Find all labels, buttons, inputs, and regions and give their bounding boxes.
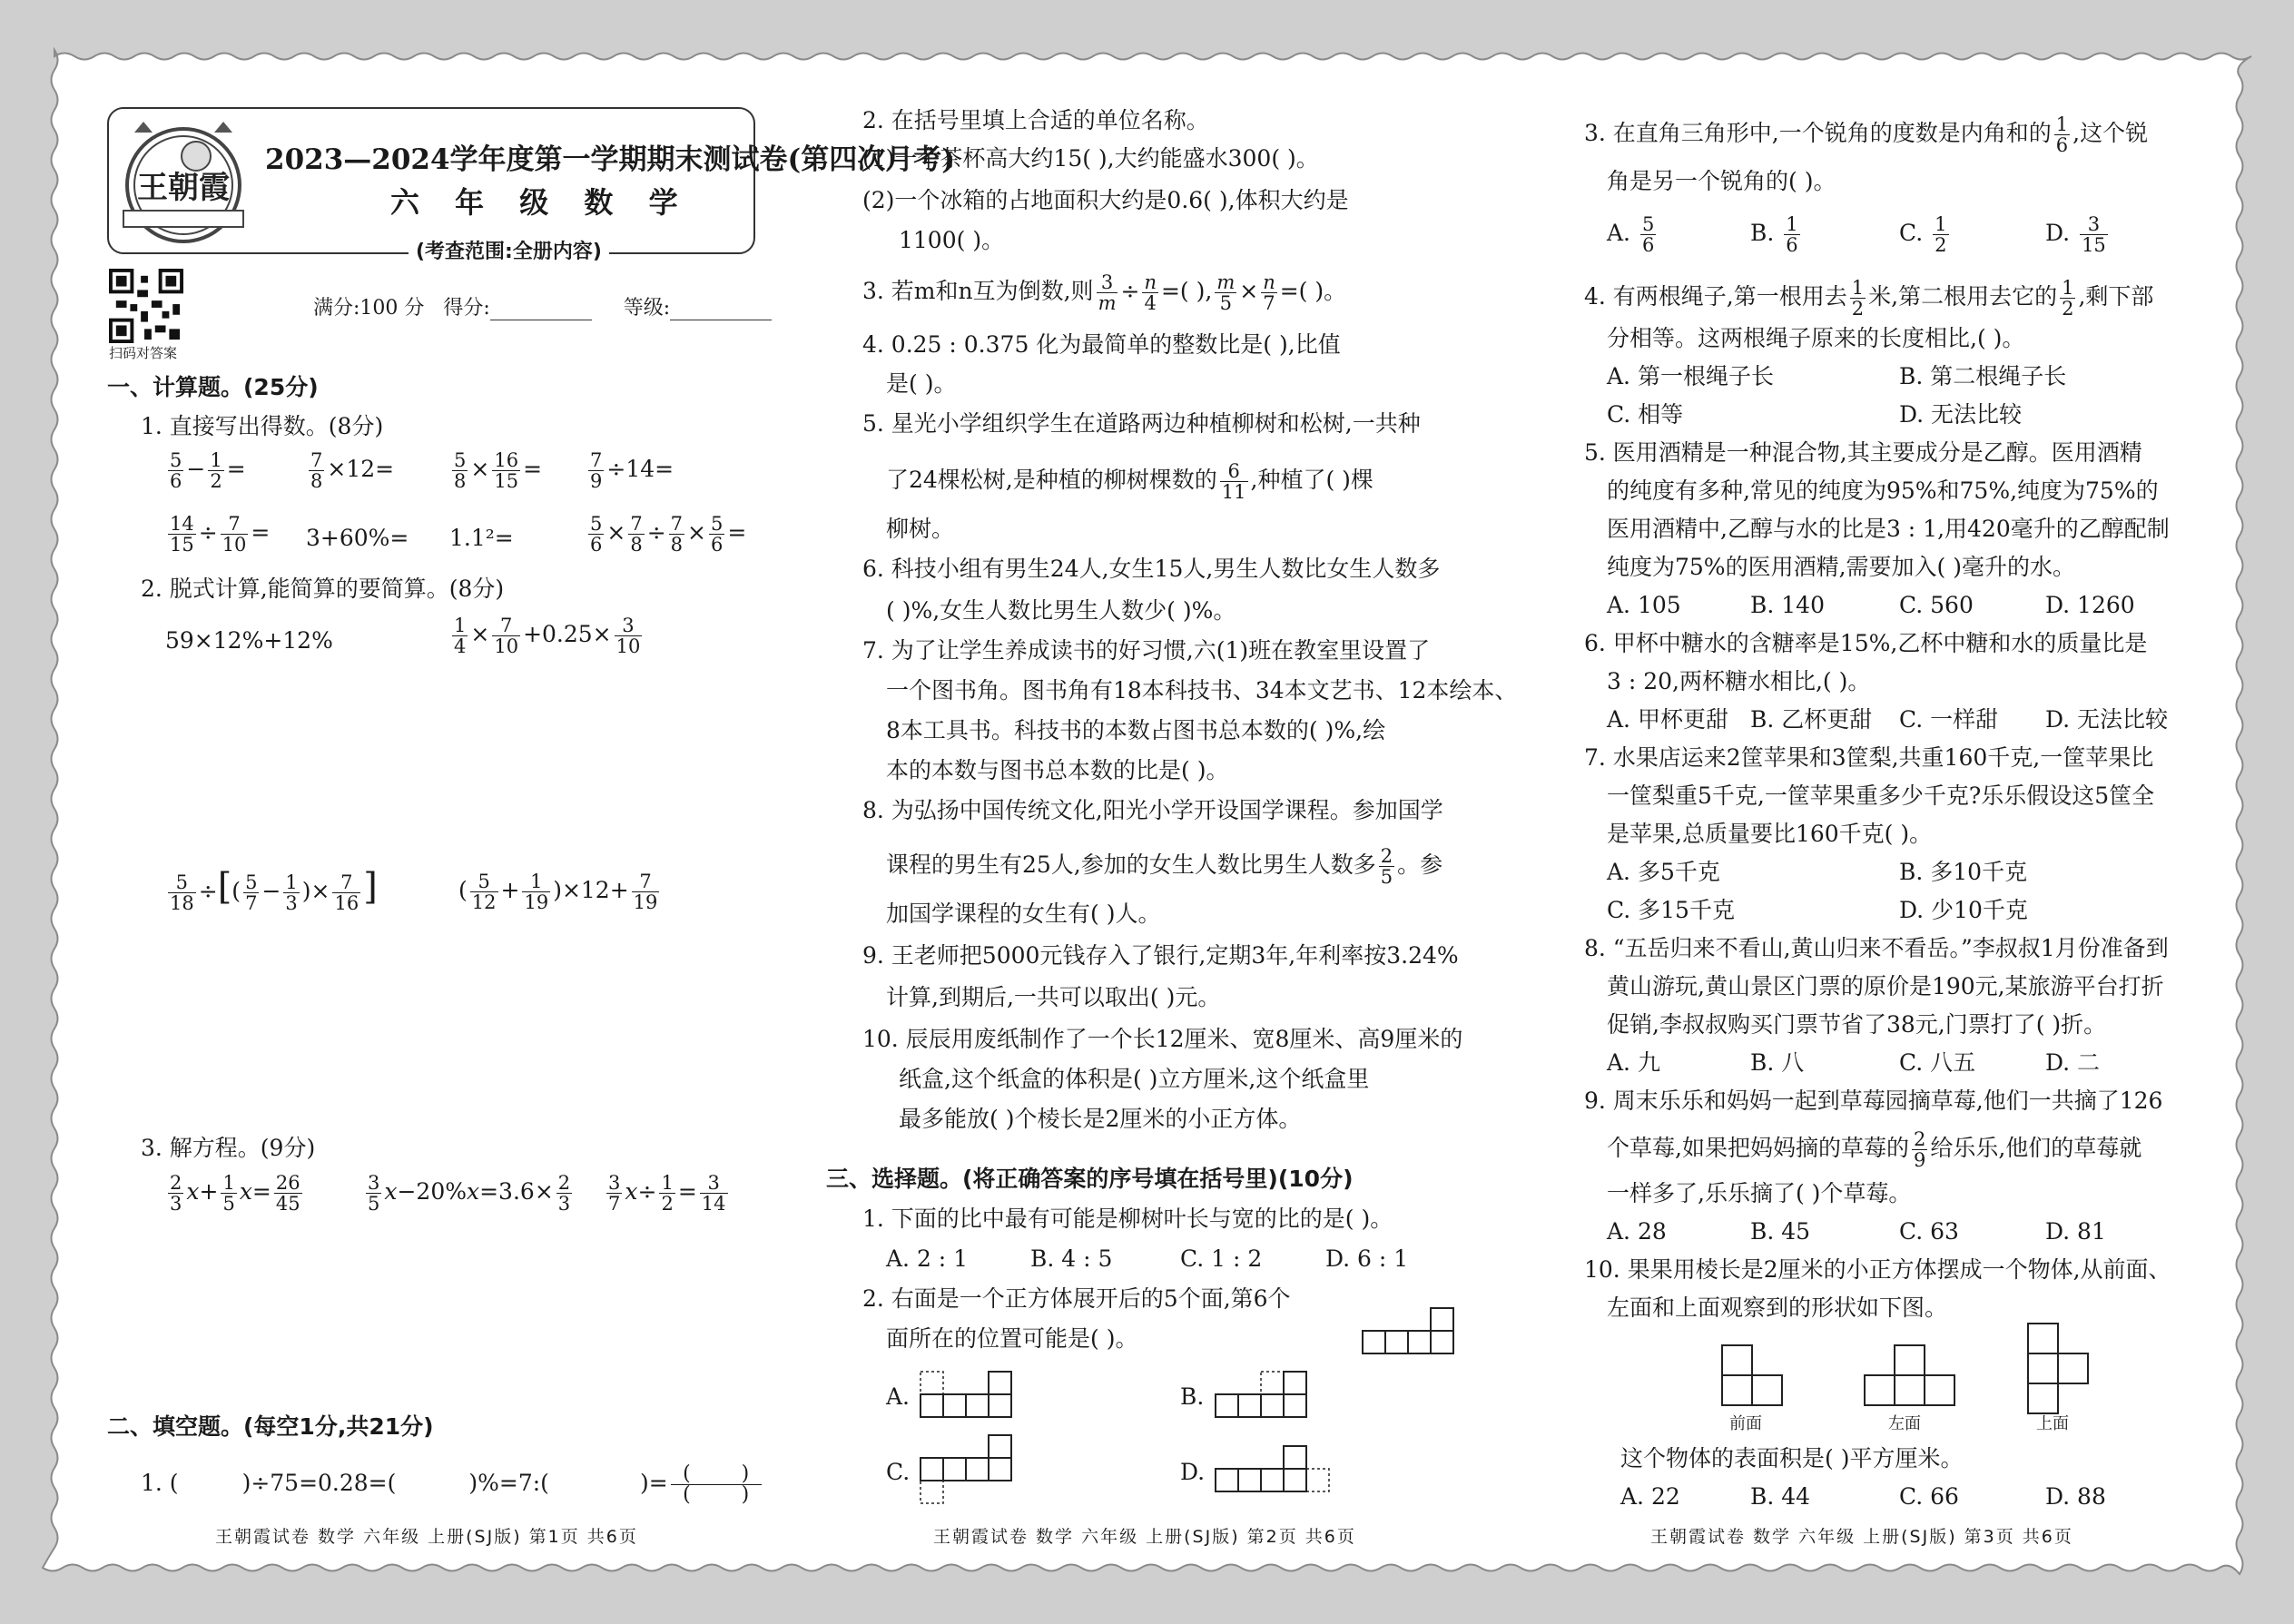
- exam-title: 2023—2024学年度第一学期期末测试卷(第四次月考): [265, 143, 955, 176]
- fill-8: 8. 为弘扬中国传统文化,阳光小学开设国学课程。参加国学: [862, 797, 1443, 823]
- q1-2-heading: 2. 脱式计算,能简算的要简算。(8分): [141, 576, 505, 602]
- fill-4: 4. 0.25 : 0.375 化为最简单的整数比是( ),比值: [862, 331, 1341, 358]
- calc-row-2c: 1.1²=: [449, 525, 514, 551]
- choice-4: 4. 有两根绳子,第一根用去 $\frac{1}{2}$ 米,第二根用去它的 $\frac{1}{2}$ ,剩下部: [1584, 277, 2154, 320]
- exam-subtitle: 六 年 级 数 学: [390, 185, 691, 220]
- choice-6-line-2: 3 : 20,两杯糖水相比,( )。: [1607, 668, 1871, 694]
- choice-6-line-1: 6. 甲杯中糖水的含糖率是15%,乙杯中糖和水的质量比是: [1584, 630, 2148, 656]
- footer-page-2: 王朝霞试卷 数学 六年级 上册(SJ版) 第2页 共6页: [933, 1527, 1356, 1547]
- fill-8b: 课程的男生有25人,参加的女生人数比男生人数多 $\frac{2}{5}$ 。参: [886, 845, 1443, 888]
- view-label-front: 前面: [1729, 1414, 1762, 1433]
- option-a-net: [919, 1369, 1015, 1420]
- fill-7b: 一个图书角。图书角有18本科技书、34本文艺书、12本绘本、: [886, 677, 1518, 704]
- fill-6b: ( )%,女生人数比男生人数少( )%。: [886, 597, 1236, 624]
- choice-2-opt-c[interactable]: C.: [886, 1459, 911, 1485]
- section-2-heading: 二、填空题。(每空1分,共21分): [107, 1413, 434, 1440]
- choice-2-opt-a[interactable]: A.: [886, 1383, 911, 1410]
- choice-9-opt-d[interactable]: D. 81: [2045, 1218, 2106, 1245]
- choice-7-opt-d[interactable]: D. 少10千克: [1899, 897, 2028, 923]
- q1-1-heading: 1. 直接写出得数。(8分): [141, 413, 384, 439]
- choice-3-opt-b[interactable]: B. $\frac{1}{6}$: [1750, 213, 1798, 256]
- calc-row-1: $\frac{5}{6}$ − $\frac{1}{2}$ =: [170, 449, 246, 492]
- choice-6-opt-b[interactable]: B. 乙杯更甜: [1750, 706, 1873, 733]
- choice-4-opt-c[interactable]: C. 相等: [1607, 401, 1684, 428]
- view-label-left: 左面: [1888, 1414, 1921, 1433]
- fill-10b: 纸盒,这个纸盒的体积是( )立方厘米,这个纸盒里: [899, 1066, 1370, 1092]
- choice-2b: 面所在的位置可能是( )。: [886, 1325, 1138, 1352]
- choice-10-opt-b[interactable]: B. 44: [1750, 1483, 1811, 1510]
- left-view-figure: [1863, 1343, 1957, 1409]
- expr-4: ( $\frac{5}{12}$ + $\frac{1}{19}$ )×12+ $\frac{7}{19}$: [458, 871, 658, 913]
- grade-label: 等级:: [623, 297, 671, 320]
- qr-code-icon: [109, 269, 183, 343]
- score-label: 得分:: [443, 297, 490, 320]
- fill-5: 5. 星光小学组织学生在道路两边种植柳树和松树,一共种: [862, 410, 1421, 437]
- fill-9: 9. 王老师把5000元钱存入了银行,定期3年,年利率按3.24%: [862, 942, 1459, 969]
- choice-8-opt-b[interactable]: B. 八: [1750, 1049, 1805, 1076]
- choice-7-line-2: 一筐梨重5千克,一筐苹果重多少千克?乐乐假设这5筐全: [1607, 782, 2155, 809]
- fill-10c: 最多能放( )个棱长是2厘米的小正方体。: [899, 1106, 1302, 1132]
- fill-2-heading: 2. 在括号里填上合适的单位名称。: [862, 107, 1209, 133]
- choice-4b: 分相等。这两根绳子原来的长度相比,( )。: [1607, 325, 2025, 351]
- choice-5-opt-a[interactable]: A. 105: [1607, 592, 1681, 618]
- fill-10: 10. 辰辰用废纸制作了一个长12厘米、宽8厘米、高9厘米的: [862, 1026, 1463, 1052]
- choice-8-line-1: 8. “五岳归来不看山,黄山归来不看岳。”李叔叔1月份准备到: [1584, 935, 2169, 961]
- choice-6-opt-c[interactable]: C. 一样甜: [1899, 706, 1999, 733]
- calc-row-1b: $\frac{7}{8}$ ×12=: [310, 449, 395, 492]
- fill-2-2b: 1100( )。: [899, 227, 1005, 253]
- choice-10-line-2: 左面和上面观察到的形状如下图。: [1607, 1294, 1948, 1321]
- choice-7-opt-a[interactable]: A. 多5千克: [1607, 859, 1720, 885]
- svg-text:王朝霞: 王朝霞: [137, 170, 230, 206]
- expr-3: $\frac{5}{18}$ ÷[( $\frac{5}{7}$ − $\frac{1}{3}$ )× $\frac{7}{16}$ ]: [170, 866, 378, 914]
- choice-7-line-3: 是苹果,总质量要比160千克( )。: [1607, 821, 1933, 847]
- cube-net-figure: [1362, 1307, 1456, 1356]
- choice-1-opt-a[interactable]: A. 2 : 1: [886, 1245, 969, 1272]
- exam-scope: (考查范围:全册内容): [409, 236, 609, 264]
- footer-page-1: 王朝霞试卷 数学 六年级 上册(SJ版) 第1页 共6页: [215, 1527, 638, 1547]
- fill-7c: 8本工具书。科技书的本数占图书总本数的( )%,绘: [886, 717, 1386, 743]
- choice-5-opt-b[interactable]: B. 140: [1750, 592, 1825, 618]
- equation-1: $\frac{2}{3}$ x+ $\frac{1}{5}$ x= $\frac{26}{45}$: [170, 1172, 300, 1215]
- fill-4b: 是( )。: [886, 370, 957, 397]
- choice-3-opt-a[interactable]: A. $\frac{5}{6}$: [1607, 213, 1655, 256]
- choice-5-line-3: 医用酒精中,乙醇与水的比是3 : 1,用420毫升的乙醇配制: [1607, 516, 2170, 542]
- choice-1-opt-d[interactable]: D. 6 : 1: [1325, 1245, 1409, 1272]
- fill-3: 3. 若m和n互为倒数,则 $\frac{3}{m}$ ÷ $\frac{n}{4}$ =( ), $\frac{m}{5}$ × $\frac{n}{7}$ =( )。: [862, 271, 1347, 314]
- calc-row-2: $\frac{14}{15}$ ÷ $\frac{7}{10}$ =: [170, 513, 271, 556]
- fill-5b: 了24棵松树,是种植的柳树棵数的 $\frac{6}{11}$ ,种植了( )棵: [886, 460, 1373, 503]
- choice-3-opt-c[interactable]: C. $\frac{1}{2}$: [1899, 213, 1947, 256]
- fill-1: 1. ( )÷75=0.28=( )%=7:( )= $\frac{( )}{( )}$: [141, 1464, 764, 1505]
- fill-5c: 柳树。: [886, 516, 955, 542]
- fill-2-1: (1)一个茶杯高大约15( ),大约能盛水300( )。: [862, 145, 1319, 172]
- choice-8-line-3: 促销,李叔叔购买门票节省了38元,门票打了( )折。: [1607, 1011, 2107, 1038]
- choice-3-opt-d[interactable]: D. $\frac{3}{15}$: [2045, 213, 2106, 256]
- choice-8-opt-d[interactable]: D. 二: [2045, 1049, 2101, 1076]
- front-view-figure: [1720, 1343, 1784, 1409]
- calc-row-1d: $\frac{7}{9}$ ÷14=: [590, 449, 674, 492]
- choice-10-line-3: 这个物体的表面积是( )平方厘米。: [1620, 1445, 1964, 1471]
- choice-9-line-1: 9. 周末乐乐和妈妈一起到草莓园摘草莓,他们一共摘了126: [1584, 1088, 2163, 1114]
- qr-label: 扫码对答案: [109, 345, 178, 361]
- choice-1-opt-c[interactable]: C. 1 : 2: [1180, 1245, 1263, 1272]
- choice-3: 3. 在直角三角形中,一个锐角的度数是内角和的 $\frac{1}{6}$ ,这个锐: [1584, 113, 2149, 156]
- choice-9-opt-a[interactable]: A. 28: [1607, 1218, 1667, 1245]
- calc-row-2b: 3+60%=: [306, 525, 409, 551]
- fill-6: 6. 科技小组有男生24人,女生15人,男生人数比女生人数多: [862, 556, 1441, 582]
- choice-9-line-3: 一样多了,乐乐摘了( )个草莓。: [1607, 1180, 1912, 1206]
- logo-seal-icon: [116, 114, 251, 249]
- equation-2: $\frac{3}{5}$ x−20%x=3.6× $\frac{2}{3}$: [368, 1172, 571, 1215]
- choice-2: 2. 右面是一个正方体展开后的5个面,第6个: [862, 1285, 1291, 1312]
- choice-1-opt-b[interactable]: B. 4 : 5: [1030, 1245, 1113, 1272]
- fill-7: 7. 为了让学生养成读书的好习惯,六(1)班在教室里设置了: [862, 637, 1431, 664]
- choice-10-opt-d[interactable]: D. 88: [2045, 1483, 2106, 1510]
- option-b-net: [1214, 1369, 1310, 1420]
- fill-2-2: (2)一个冰箱的占地面积大约是0.6( ),体积大约是: [862, 187, 1349, 213]
- score-line: [313, 292, 772, 320]
- choice-1: 1. 下面的比中最有可能是柳树叶长与宽的比的是( )。: [862, 1206, 1393, 1232]
- choice-4-opt-a[interactable]: A. 第一根绳子长: [1607, 363, 1774, 389]
- score-blank[interactable]: [490, 297, 592, 320]
- fill-8c: 加国学课程的女生有( )人。: [886, 901, 1161, 927]
- option-c-net: [919, 1432, 1015, 1507]
- choice-10-line-1: 10. 果果用棱长是2厘米的小正方体摆成一个物体,从前面、: [1584, 1256, 2171, 1283]
- choice-9-line-2: 个草莓,如果把妈妈摘的草莓的 $\frac{2}{9}$ 给乐乐,他们的草莓就: [1607, 1128, 2142, 1171]
- expr-1: 59×12%+12%: [165, 627, 333, 654]
- choice-2-opt-b[interactable]: B.: [1180, 1383, 1205, 1410]
- choice-9-opt-b[interactable]: B. 45: [1750, 1218, 1811, 1245]
- choice-7-line-1: 7. 水果店运来2筐苹果和3筐梨,共重160千克,一筐苹果比: [1584, 744, 2154, 771]
- choice-5-opt-d[interactable]: D. 1260: [2045, 592, 2135, 618]
- choice-8-line-2: 黄山游玩,黄山景区门票的原价是190元,某旅游平台打折: [1607, 973, 2164, 999]
- choice-5-line-1: 5. 医用酒精是一种混合物,其主要成分是乙醇。医用酒精: [1584, 439, 2142, 466]
- q1-3-heading: 3. 解方程。(9分): [141, 1135, 316, 1161]
- choice-8-opt-a[interactable]: A. 九: [1607, 1049, 1660, 1076]
- fill-7d: 本的本数与图书总本数的比是( )。: [886, 757, 1229, 783]
- choice-6-opt-a[interactable]: A. 甲杯更甜: [1607, 706, 1728, 733]
- choice-5-line-2: 的纯度有多种,常见的纯度为95%和75%,纯度为75%的: [1607, 477, 2159, 504]
- calc-row-1c: $\frac{5}{8}$ × $\frac{16}{15}$ =: [454, 449, 543, 492]
- choice-3b: 角是另一个锐角的( )。: [1607, 168, 1836, 194]
- full-score: 满分:100 分: [313, 297, 425, 320]
- choice-2-opt-d[interactable]: D.: [1180, 1459, 1206, 1485]
- choice-5-line-4: 纯度为75%的医用酒精,需要加入( )毫升的水。: [1607, 554, 2075, 580]
- choice-10-opt-a[interactable]: A. 22: [1620, 1483, 1680, 1510]
- option-d-net: [1214, 1443, 1335, 1494]
- choice-7-opt-b[interactable]: B. 多10千克: [1899, 859, 2028, 885]
- choice-8-opt-c[interactable]: C. 八五: [1899, 1049, 1976, 1076]
- grade-blank[interactable]: [670, 297, 772, 320]
- top-view-figure: [2026, 1322, 2090, 1416]
- section-1-heading: 一、计算题。(25分): [107, 374, 319, 400]
- section-3-heading: 三、选择题。(将正确答案的序号填在括号里)(10分): [826, 1166, 1354, 1192]
- choice-9-opt-c[interactable]: C. 63: [1899, 1218, 1959, 1245]
- fill-9b: 计算,到期后,一共可以取出( )元。: [886, 984, 1221, 1010]
- expr-2: $\frac{1}{4}$ × $\frac{7}{10}$ +0.25× $\frac{3}{10}$: [454, 615, 641, 657]
- footer-page-3: 王朝霞试卷 数学 六年级 上册(SJ版) 第3页 共6页: [1650, 1527, 2073, 1547]
- calc-row-2d: $\frac{5}{6}$ × $\frac{7}{8}$ ÷ $\frac{7}{8}$ × $\frac{5}{6}$ =: [590, 513, 747, 556]
- choice-5-opt-c[interactable]: C. 560: [1899, 592, 1974, 618]
- equation-3: $\frac{3}{7}$ x÷ $\frac{1}{2}$ = $\frac{3}{14}$: [608, 1172, 726, 1215]
- choice-6-opt-d[interactable]: D. 无法比较: [2045, 706, 2169, 733]
- choice-10-opt-c[interactable]: C. 66: [1899, 1483, 1959, 1510]
- choice-4-opt-b[interactable]: B. 第二根绳子长: [1899, 363, 2067, 389]
- choice-7-opt-c[interactable]: C. 多15千克: [1607, 897, 1735, 923]
- view-label-top: 上面: [2036, 1414, 2069, 1433]
- choice-4-opt-d[interactable]: D. 无法比较: [1899, 401, 2023, 428]
